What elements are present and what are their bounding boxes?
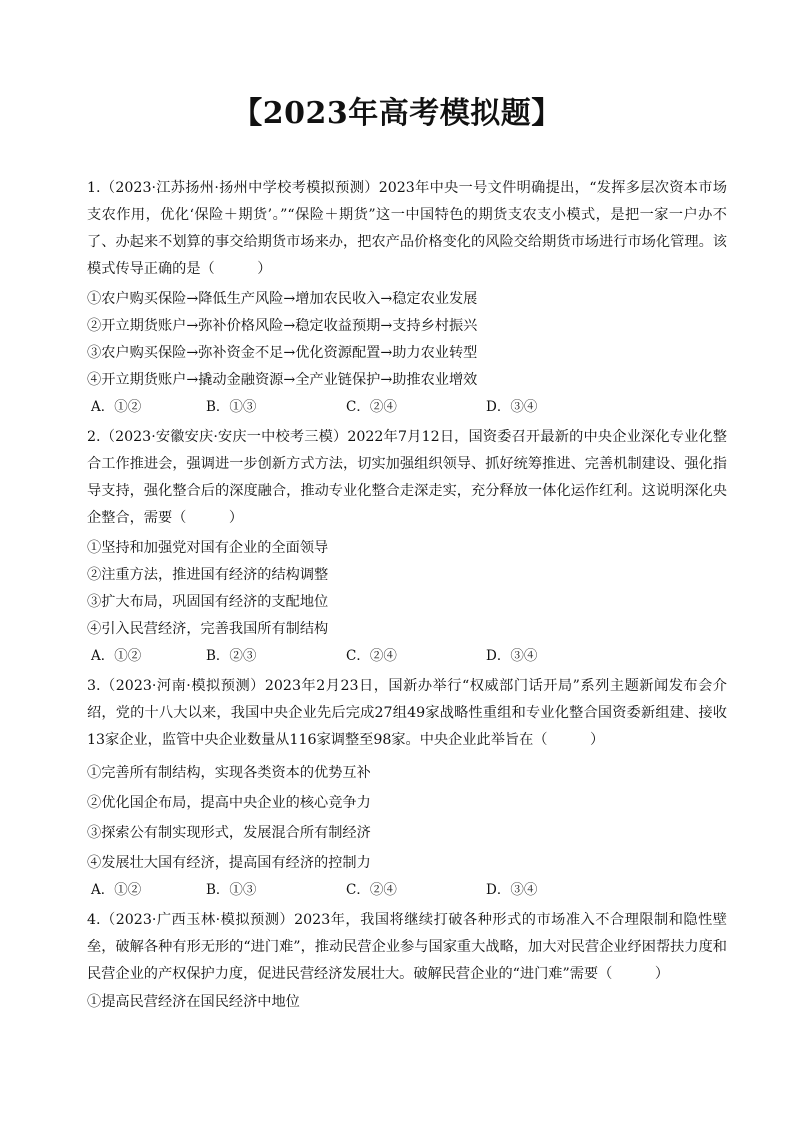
question-2-choices bbox=[91, 646, 731, 666]
question-3-stem: 3.（2023·河南·模拟预测）2023年2月23日，国新办举行“权威部门话开局”系列主题新闻发布会介绍，党的十八大以来，我国中央企业先后完成27组49家战略性重组和专业化整合国资委新组建、接收13家企业，监管中央企业数量从116家调整至98家。中央企业此举旨在（ ） bbox=[87, 678, 727, 748]
choice-a: A．①② bbox=[91, 399, 142, 415]
question-3-option-2: ②优化国企布局，提高中央企业的核心竞争力 bbox=[87, 795, 371, 811]
page-title: 【2023年高考模拟题】 bbox=[232, 96, 562, 131]
question-3-option-4: ④发展壮大国有经济，提高国有经济的控制力 bbox=[87, 855, 371, 871]
choice-d: D．③④ bbox=[486, 882, 538, 898]
question-1-option-4: ④开立期货账户→撬动金融资源→全产业链保护→助推农业增效 bbox=[87, 372, 478, 388]
choice-d: D．③④ bbox=[486, 648, 538, 664]
question-3-choices bbox=[91, 880, 731, 900]
choice-c: C．②④ bbox=[346, 399, 397, 415]
question-2-stem: 2.（2023·安徽安庆·安庆一中校考三模）2022年7月12日，国资委召开最新的中央企业深化专业化整合工作推进会，强调进一步创新方式方法，切实加强组织领导、抓好统筹推进、完善机制建设、强化指导支持，强化整合后的深度融合，推动专业化整合走深走实，充分释放一体化运作红利。这说明深化央企整合，需要（ ） bbox=[87, 429, 727, 526]
question-1-option-3: ③农户购买保险→弥补资金不足→优化资源配置→助力农业转型 bbox=[87, 345, 478, 361]
choice-b: B．①③ bbox=[206, 882, 257, 898]
choice-d: D．③④ bbox=[486, 399, 538, 415]
question-3-option-3: ③探索公有制实现形式，发展混合所有制经济 bbox=[87, 825, 371, 841]
question-2-option-4: ④引入民营经济，完善我国所有制结构 bbox=[87, 621, 329, 637]
choice-a: A．①② bbox=[91, 882, 142, 898]
question-2-option-3: ③扩大布局，巩固国有经济的支配地位 bbox=[87, 594, 329, 610]
choice-b: B．②③ bbox=[206, 648, 257, 664]
question-1-option-1: ①农户购买保险→降低生产风险→增加农民收入→稳定农业发展 bbox=[87, 291, 478, 307]
choice-b: B．①③ bbox=[206, 399, 257, 415]
question-1-option-2: ②开立期货账户→弥补价格风险→稳定收益预期→支持乡村振兴 bbox=[87, 318, 478, 334]
question-2-option-1: ①坚持和加强党对国有企业的全面领导 bbox=[87, 540, 329, 556]
choice-a: A．①② bbox=[91, 648, 142, 664]
question-1-choices bbox=[91, 397, 731, 417]
question-2-option-2: ②注重方法，推进国有经济的结构调整 bbox=[87, 567, 329, 583]
question-4-option-1: ①提高民营经济在国民经济中地位 bbox=[87, 994, 300, 1010]
choice-c: C．②④ bbox=[346, 648, 397, 664]
question-4-stem: 4.（2023·广西玉林·模拟预测）2023年，我国将继续打破各种形式的市场准入不合理限制和隐性壁垒，破解各种有形无形的“进门难”，推动民营企业参与国家重大战略，加大对民营企业纾困帮扶力度和民营企业的产权保护力度，促进民营经济发展壮大。破解民营企业的“进门难”需要（ ） bbox=[87, 912, 727, 982]
question-1-stem: 1.（2023·江苏扬州·扬州中学校考模拟预测）2023年中央一号文件明确提出，“发挥多层次资本市场支农作用，优化‘保险＋期货’。”“保险＋期货”这一中国特色的期货支农支小模式，是把一家一户办不了、办起来不划算的事交给期货市场来办，把农产品价格变化的风险交给期货市场进行市场化管理。该模式传导正确的是（ ） bbox=[87, 180, 727, 277]
question-3-option-1: ①完善所有制结构，实现各类资本的优势互补 bbox=[87, 765, 371, 781]
choice-c: C．②④ bbox=[346, 882, 397, 898]
